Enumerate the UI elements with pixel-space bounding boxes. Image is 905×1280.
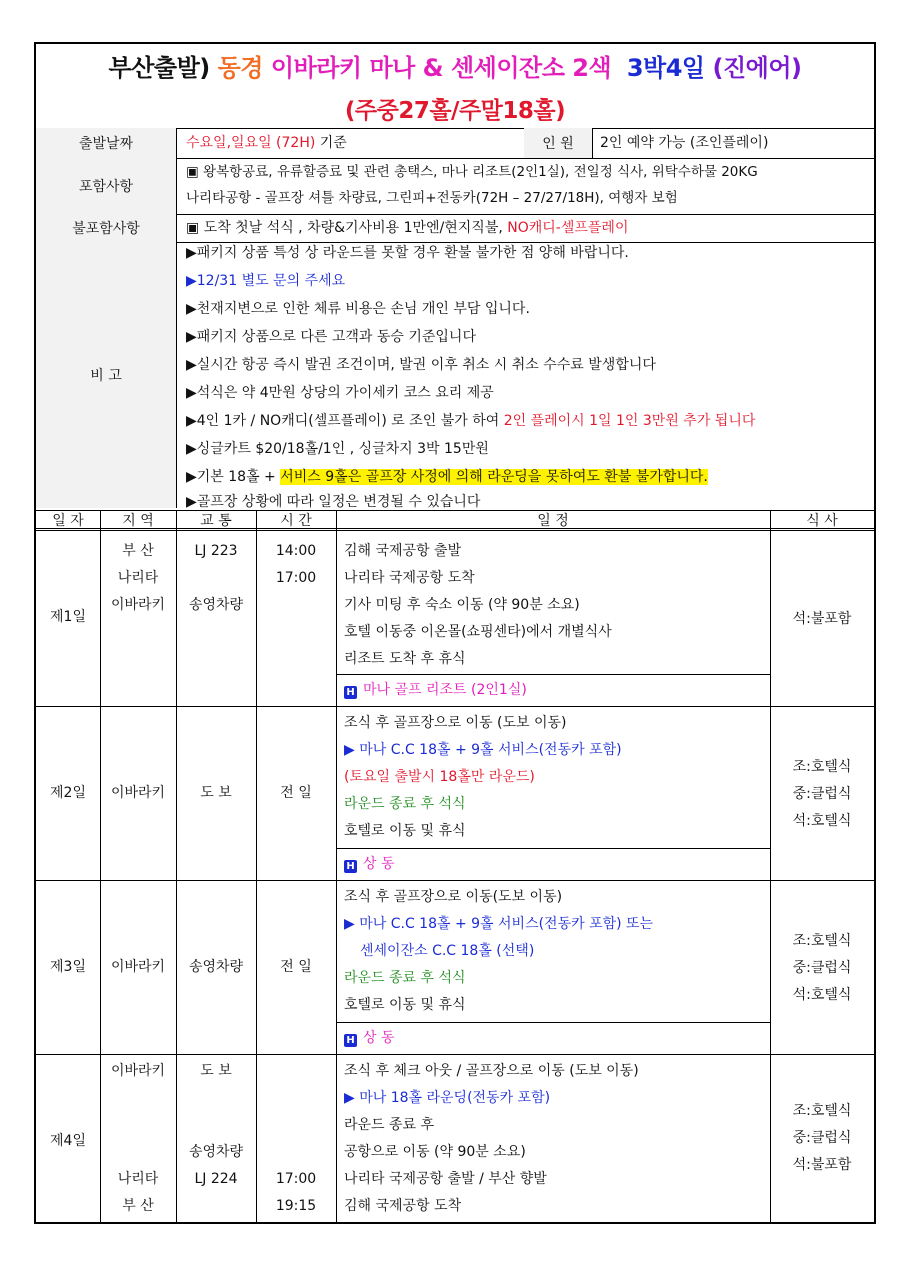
day4-trans3: LJ 224: [194, 1171, 238, 1187]
day1-trans1: LJ 223: [194, 543, 238, 559]
header-schedule: 일 정: [537, 513, 569, 529]
title-block: [36, 44, 874, 129]
note-3: ▶천재지변으로 인한 체류 비용은 손님 개인 부담 입니다.: [186, 301, 530, 317]
day2-s5: 호텔로 이동 및 휴식: [344, 823, 466, 839]
note-9a: ▶기본 18홀 +: [186, 469, 276, 485]
note-8: ▶싱글카트 $20/18홀/1인 , 싱글차지 3박 15만원: [186, 441, 489, 457]
note-4: ▶패키지 상품으로 다른 고객과 동승 기준입니다: [186, 329, 476, 345]
note-7: [186, 412, 755, 430]
itinerary-document: [34, 42, 876, 1224]
day4-s5: 나리타 국제공항 출발 / 부산 향발: [344, 1171, 547, 1187]
hotel-icon: H: [344, 860, 357, 873]
day4-s2: ▶ 마나 18홀 라운딩(전동카 포함): [344, 1090, 551, 1106]
day4-s4: 공항으로 이동 (약 90분 소요): [344, 1144, 526, 1160]
hotel-icon: H: [344, 686, 357, 699]
day3-label: 제3일: [50, 959, 86, 975]
hotel-icon: H: [344, 1034, 357, 1047]
depart-value-wrap: [186, 134, 347, 152]
people-value: 2인 예약 가능 (조인플레이): [600, 135, 769, 151]
divider: [36, 1054, 874, 1055]
depart-value: 수요일,일요일 (72H): [186, 135, 316, 151]
title-duration: 3박4일: [626, 54, 705, 82]
day1-s5: 리조트 도착 후 휴식: [344, 651, 466, 667]
title-departure: 부산출발): [108, 54, 210, 82]
day3-meal2: 중:클럽식: [792, 960, 852, 976]
day1-area1: 부 산: [122, 543, 154, 559]
day2-s2: ▶ 마나 C.C 18홀 + 9홀 서비스(전동카 포함): [344, 742, 622, 758]
note-2: ▶12/31 별도 문의 주세요: [186, 273, 346, 289]
day2-meal3: 석:호텔식: [792, 813, 852, 829]
day3-s4: 라운드 종료 후 석식: [344, 970, 466, 986]
day1-time1: 14:00: [275, 543, 317, 559]
header-area: 지 역: [122, 513, 154, 529]
title-tokyo: 동경: [217, 54, 263, 82]
note-7b: 2인 플레이시 1일 1인 3만원 추가 됩니다: [503, 413, 756, 429]
day2-hotel: [344, 855, 395, 873]
day1-hotel: [344, 681, 527, 699]
note-9: [186, 468, 708, 486]
day4-s6: 김해 국제공항 도착: [344, 1198, 462, 1214]
day4-meal2: 중:클럽식: [792, 1130, 852, 1146]
exclude-wrap: [186, 219, 628, 237]
day1-hotel-name: 마나 골프 리조트 (2인1실): [363, 682, 527, 698]
day1-s3: 기사 미팅 후 숙소 이동 (약 90분 소요): [344, 597, 580, 613]
day4-area1: 이바라키: [110, 1063, 166, 1079]
header-day: 일 자: [52, 513, 84, 529]
day3-hotel-name: 상 동: [363, 1030, 395, 1046]
day1-area3: 이바라키: [110, 597, 166, 613]
day2-trans: 도 보: [200, 785, 232, 801]
title-airline: (진에어): [712, 54, 802, 82]
note-10: ▶골프장 상황에 따라 일정은 변경될 수 있습니다: [186, 494, 481, 510]
day4-time1: 17:00: [275, 1171, 317, 1187]
exclude-red: NO캐디-셀프플레이: [507, 220, 629, 236]
day3-area: 이바라키: [110, 959, 166, 975]
day4-s1: 조식 후 체크 아웃 / 골프장으로 이동 (도보 이동): [344, 1063, 639, 1079]
day1-label: 제1일: [50, 609, 86, 625]
title-ibaraki: 이바라키: [270, 54, 362, 82]
day3-time: 전 일: [280, 959, 312, 975]
day4-trans2: 송영차량: [188, 1144, 244, 1160]
day2-meal1: 조:호텔식: [792, 759, 852, 775]
divider: [176, 510, 177, 1224]
divider: [336, 848, 770, 849]
include-line1: ▣ 왕복항공료, 유류할증료 및 관련 총택스, 마나 리조트(2인1실), 전일정 식사, 위탁수하물 20KG: [186, 164, 758, 180]
note-9b: 서비스 9홀은 골프장 사정에 의해 라운딩을 못하여도 환불 불가합니다.: [280, 469, 708, 485]
divider: [36, 880, 874, 881]
day3-meal3: 석:호텔식: [792, 987, 852, 1003]
divider: [100, 510, 101, 1224]
day1-time2: 17:00: [275, 570, 317, 586]
divider: [336, 1022, 770, 1023]
day3-trans: 송영차량: [188, 959, 244, 975]
title-senseizanso: 센세이잔소 2색: [450, 54, 612, 82]
day1-meal: 석:불포함: [792, 611, 852, 627]
day3-meal1: 조:호텔식: [792, 933, 852, 949]
people-label: 인 원: [524, 128, 592, 158]
day2-s1: 조식 후 골프장으로 이동 (도보 이동): [344, 715, 567, 731]
day4-trans1: 도 보: [200, 1063, 232, 1079]
divider: [176, 128, 177, 508]
divider: [336, 674, 770, 675]
depart-label: 출발날짜: [36, 128, 176, 158]
day3-hotel: [344, 1029, 395, 1047]
divider: [256, 510, 257, 1224]
day1-s4: 호텔 이동중 이온몰(쇼핑센타)에서 개별식사: [344, 624, 612, 640]
day2-time: 전 일: [280, 785, 312, 801]
day2-s3: (토요일 출발시 18홀만 라운드): [344, 769, 535, 785]
divider: [36, 706, 874, 707]
day2-meal2: 중:클럽식: [792, 786, 852, 802]
header-meal: 식 사: [806, 513, 838, 529]
day1-s1: 김해 국제공항 출발: [344, 543, 462, 559]
day2-s4: 라운드 종료 후 석식: [344, 796, 466, 812]
include-label: 포함사항: [36, 158, 176, 214]
header-transport: 교 통: [200, 513, 232, 529]
exclude-label: 불포함사항: [36, 214, 176, 242]
day4-area3: 부 산: [122, 1198, 154, 1214]
day4-time2: 19:15: [275, 1198, 317, 1214]
day1-s2: 나리타 국제공항 도착: [344, 570, 475, 586]
title-mana: 마나 &: [369, 54, 444, 82]
day4-meal1: 조:호텔식: [792, 1103, 852, 1119]
day3-s5: 호텔로 이동 및 휴식: [344, 997, 466, 1013]
day4-label: 제4일: [50, 1133, 86, 1149]
day4-s3: 라운드 종료 후: [344, 1117, 435, 1133]
day1-area2: 나리타: [117, 570, 159, 586]
header-time: 시 간: [280, 513, 312, 529]
day4-area2: 나리타: [117, 1171, 159, 1187]
day2-area: 이바라키: [110, 785, 166, 801]
notes-label: 비 고: [36, 242, 176, 508]
note-1: ▶패키지 상품 특성 상 라운드를 못할 경우 환불 불가한 점 양해 바랍니다.: [186, 245, 629, 261]
divider: [336, 510, 337, 1224]
include-line2: 나리타공항 - 골프장 셔틀 차량료, 그린피+전동카(72H – 27/27/18H), 여행자 보험: [186, 190, 678, 206]
note-7a: ▶4인 1카 / NO캐디(셀프플레이) 로 조인 불가 하여: [186, 413, 500, 429]
page-title: [36, 48, 874, 83]
page-subtitle: (주중27홀/주말18홀): [344, 98, 566, 124]
divider: [592, 128, 593, 158]
depart-suffix: 기준: [319, 135, 347, 151]
day3-s1: 조식 후 골프장으로 이동(도보 이동): [344, 889, 563, 905]
note-6: ▶석식은 약 4만원 상당의 가이세키 코스 요리 제공: [186, 385, 494, 401]
day3-s2: ▶ 마나 C.C 18홀 + 9홀 서비스(전동카 포함) 또는: [344, 916, 654, 932]
day4-meal3: 석:불포함: [792, 1157, 852, 1173]
exclude-value: ▣ 도착 첫날 석식 , 차량&기사비용 1만엔/현지직불,: [186, 220, 503, 236]
day2-hotel-name: 상 동: [363, 856, 395, 872]
day3-s3: 센세이잔소 C.C 18홀 (선택): [360, 943, 535, 959]
day2-label: 제2일: [50, 785, 86, 801]
note-5: ▶실시간 항공 즉시 발권 조건이며, 발권 이후 취소 시 취소 수수료 발생합니다: [186, 357, 656, 373]
divider: [36, 528, 874, 531]
day1-trans2: 송영차량: [188, 597, 244, 613]
